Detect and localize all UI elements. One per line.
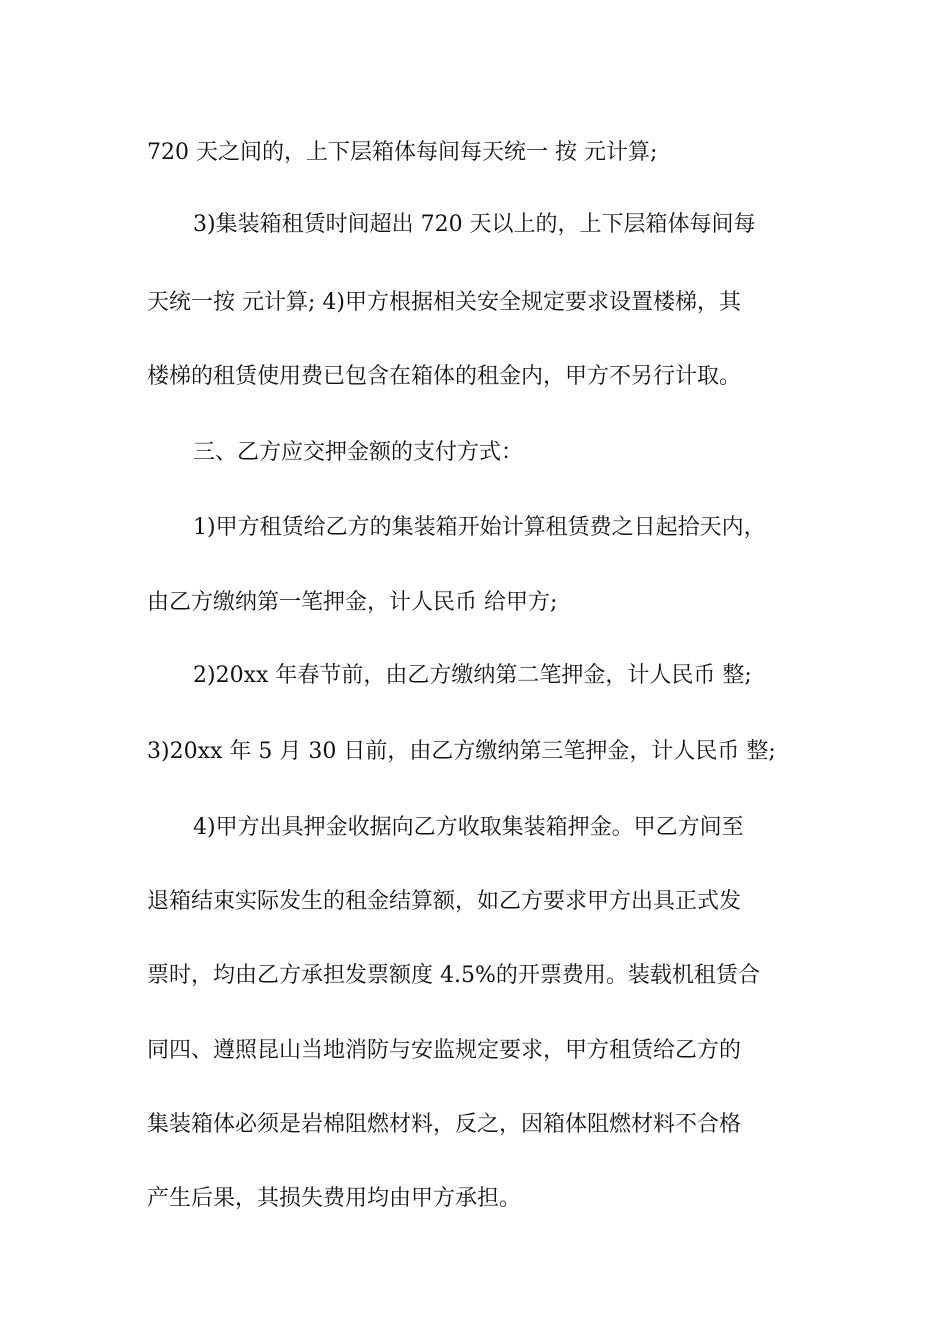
text-line: 天统一按 元计算; 4)甲方根据相关安全规定要求设置楼梯，其 — [147, 290, 741, 315]
text-line: 2)20xx 年春节前，由乙方缴纳第二笔押金，计人民币 整; — [193, 663, 752, 688]
text-line: 票时，均由乙方承担发票额度 4.5%的开票费用。装载机租赁合 — [147, 963, 760, 988]
text-line: 3)20xx 年 5 月 30 日前，由乙方缴纳第三笔押金，计人民币 整; — [147, 739, 776, 764]
text-line: 由乙方缴纳第一笔押金，计人民币 给甲方; — [147, 590, 558, 615]
text-line: 同四、遵照昆山当地消防与安监规定要求，甲方租赁给乙方的 — [147, 1038, 742, 1063]
text-line: 1)甲方租赁给乙方的集装箱开始计算租赁费之日起拾天内， — [193, 515, 766, 540]
text-line: 退箱结束实际发生的租金结算额，如乙方要求甲方出具正式发 — [147, 889, 742, 914]
text-line: 3)集装箱租赁时间超出 720 天以上的，上下层箱体每间每 — [193, 212, 756, 237]
text-line: 4)甲方出具押金收据向乙方收取集装箱押金。甲乙方间至 — [193, 815, 744, 840]
text-line: 720 天之间的，上下层箱体每间每天统一 按 元计算; — [147, 140, 658, 165]
section-heading: 三、乙方应交押金额的支付方式： — [193, 440, 524, 465]
text-line: 楼梯的租赁使用费已包含在箱体的租金内，甲方不另行计取。 — [147, 364, 742, 389]
text-line: 产生后果，其损失费用均由甲方承担。 — [147, 1186, 522, 1211]
text-line: 集装箱体必须是岩棉阻燃材料，反之，因箱体阻燃材料不合格 — [147, 1112, 742, 1137]
